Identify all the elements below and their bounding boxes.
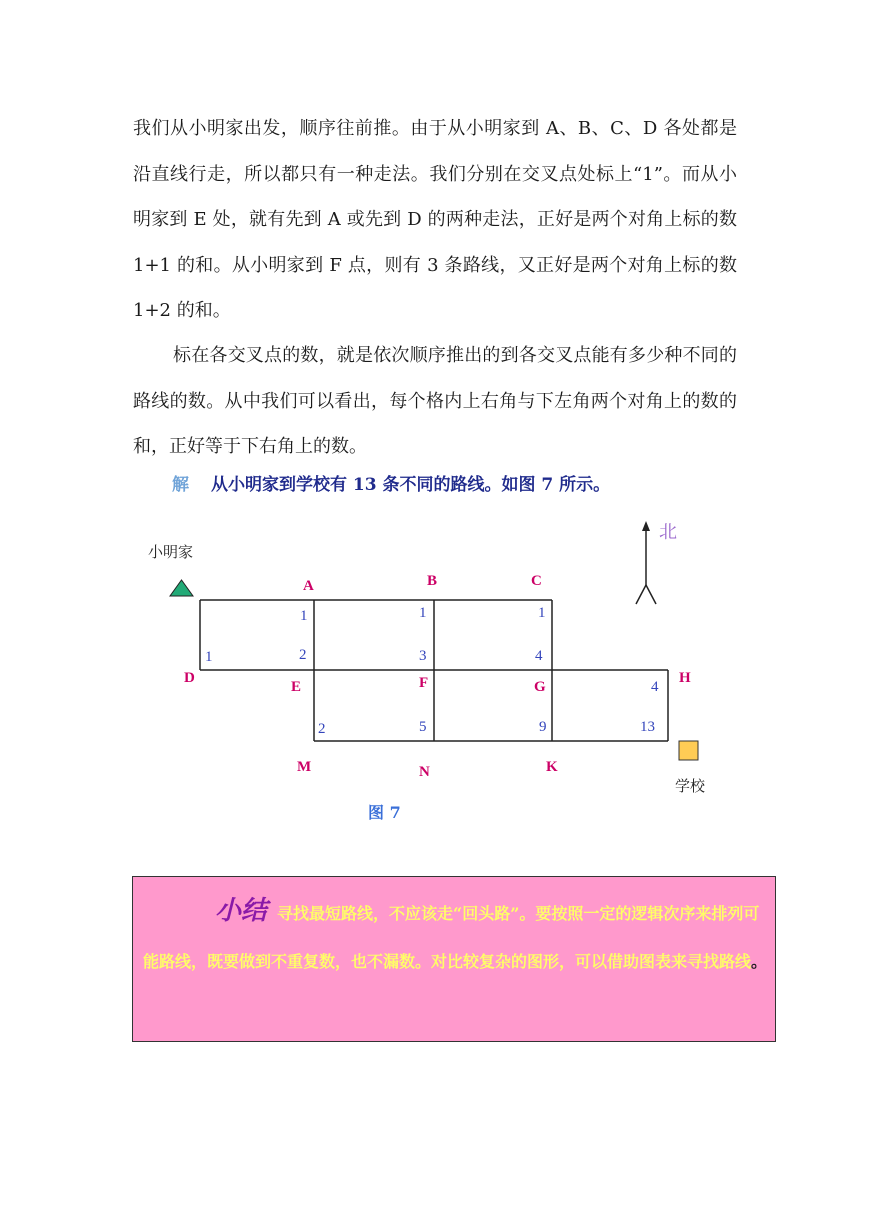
paragraph-1: 我们从小明家出发，顺序往前推。由于从小明家到 A、B、C、D 各处都是沿直线行走，所以都只有一种走法。我们分别在交叉点处标上“1”。而从小明家到 E 处，就有先到 A 或先到 D 的两种走法，正好是两个对角上标的数 1+1 的和。从小明家到 F 点，则有 3 条路线，又正好是两个对角上标的数 1+2 的和。 [133,118,737,321]
north-arrow-icon [636,530,656,604]
point-label-c: C [531,573,542,589]
point-label-k: K [546,759,558,775]
point-label-n: N [419,764,430,780]
count-f: 3 [419,648,427,664]
count-m: 2 [318,721,326,737]
point-label-b: B [427,573,438,589]
count-k: 9 [539,719,547,735]
summary-box [132,876,776,1042]
grid-lines [200,600,668,741]
point-label-g: G [534,679,546,695]
count-school: 13 [640,719,655,735]
summary-title: 小结 [215,896,268,926]
home-label: 小明家 [148,543,194,561]
count-b: 1 [419,605,427,621]
solution-label: 解 [172,475,189,495]
point-label-a: A [303,578,314,594]
count-e: 2 [299,647,307,663]
paragraph-2: 标在各交叉点的数，就是依次顺序推出的到各交叉点能有多少种不同的路线的数。从中我们可以看出，每个格内上右角与下左角两个对角上的数的和，正好等于下右角上的数。 [133,345,737,457]
count-a: 1 [300,608,308,624]
count-n: 5 [419,719,427,735]
solution-text: 从小明家到学校有 13 条不同的路线。如图 7 所示。 [211,475,611,495]
summary-end-punctuation: 。 [751,952,768,971]
home-triangle-icon [170,580,193,596]
north-label: 北 [659,522,677,543]
summary-text: 寻找最短路线，不应该走“回头路”。要按照一定的逻辑次序来排列可能路线，既要做到不重复数，也不漏数。对比较复杂的图形，可以借助图表来寻找路线 [143,904,760,971]
point-label-e: E [291,679,302,695]
count-c: 1 [538,605,546,621]
point-label-d: D [184,670,195,686]
summary-paragraph [143,887,769,986]
point-label-h: H [679,670,691,686]
count-d: 1 [205,649,213,665]
count-h: 4 [651,679,659,695]
point-label-m: M [297,759,312,775]
north-arrowhead-icon [642,521,650,531]
school-square-icon [679,741,698,760]
school-label: 学校 [675,777,706,795]
figure-caption: 图 7 [368,803,401,822]
point-label-f: F [419,675,429,691]
count-g: 4 [535,648,543,664]
